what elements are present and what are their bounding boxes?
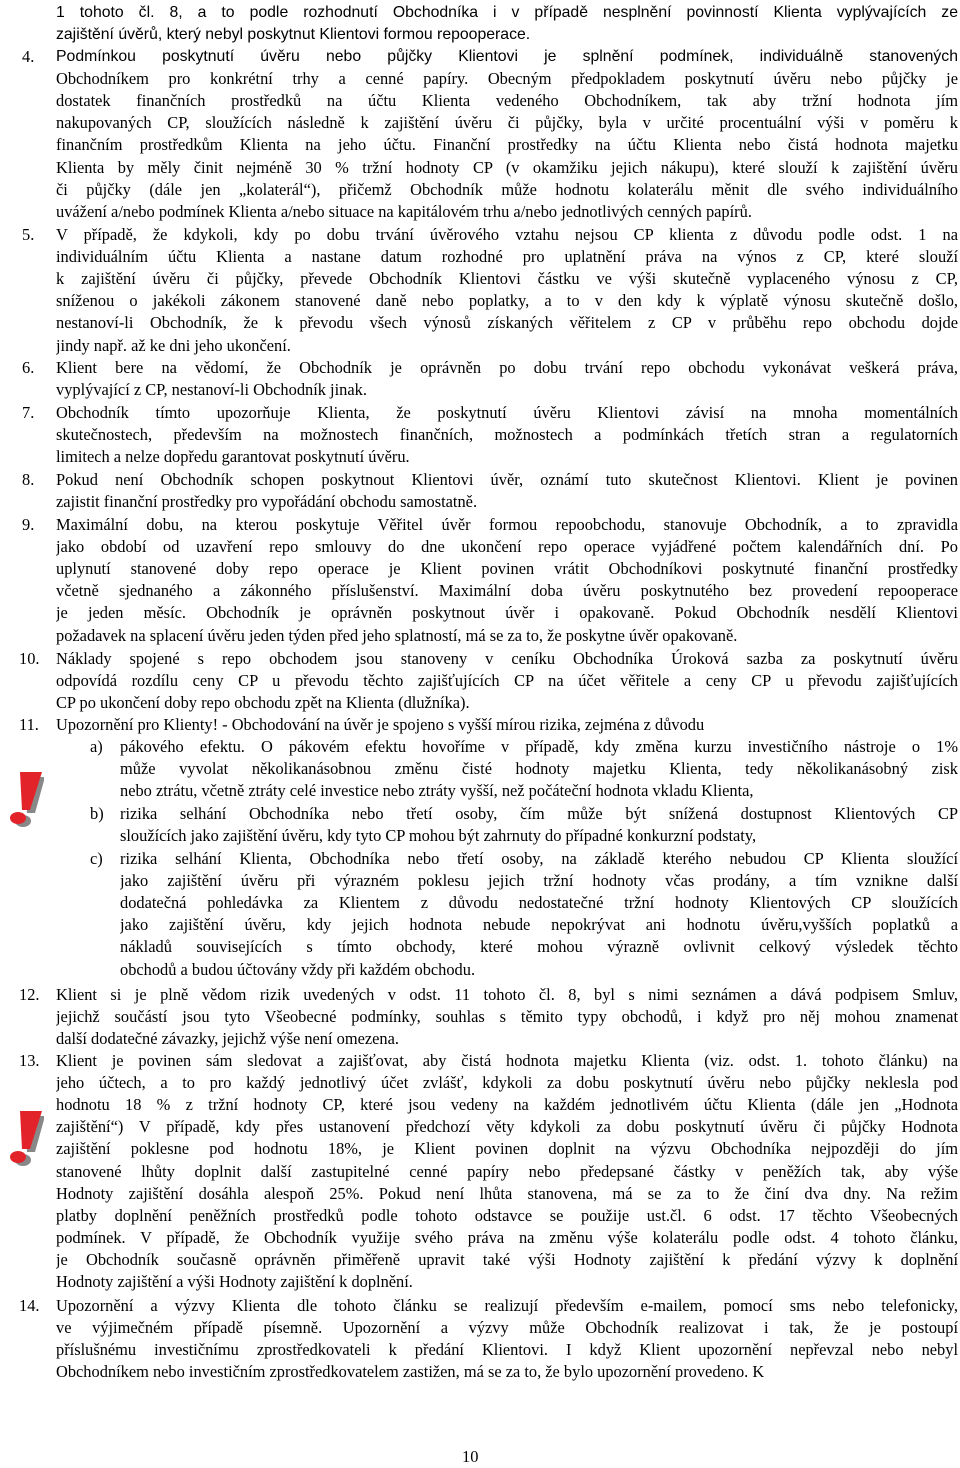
paragraph-line: Klienta by měly činit nejméně 30 % tržní hodnoty CP (v okamžiku jejich nákupu), které slouží k zajištění úvěru	[56, 157, 958, 177]
paragraph-line: zajištění úvěrů, který nebyl poskytnut Klientovi formou repooperace.	[56, 26, 531, 44]
paragraph-line: Obchodníkem pro konkrétní trhy a cenné papíry. Obecným předpokladem poskytnutí úvěru nebo půjčky je	[56, 69, 958, 89]
paragraph-line: nakupovaných CP, sloužících následně k zajištění úvěru či půjčky, byla v určité procentuální výši v poměru k	[56, 113, 958, 133]
paragraph-line: je Obchodník současně oprávněn přiměřeně upravit také výši Hodnoty zajištění k předání výzvy k doplnění	[56, 1249, 958, 1269]
paragraph-line: Upozornění pro Klienty! - Obchodování na úvěr je spojeno s vyšší mírou rizika, zejména z důvodu	[56, 715, 705, 734]
paragraph-line: další dodatečné závazky, jejichž výše není omezena.	[56, 1029, 399, 1049]
paragraph-line: zajistit finanční prostředky pro vypořádání obchodu samostatně.	[56, 492, 478, 512]
paragraph-line: Obchodník tímto upozorňuje Klienta, že poskytnutí úvěru Klientovi závisí na mnoha momentálních	[56, 403, 958, 422]
paragraph-line: Podmínkou poskytnutí úvěru nebo půjčky Klientovi je splnění podmínek, individuálně stanovených	[56, 48, 958, 65]
paragraph-number: b)	[90, 804, 104, 823]
paragraph-number: a)	[90, 737, 103, 756]
paragraph-line: pákového efektu. O pákovém efektu hovoříme v případě, kdy změna kurzu investičního nástroje o 1%	[120, 737, 958, 756]
paragraph-line: finančním prostředkům Klienta na jeho účtu. Finanční prostředky na účtu Klienta nebo čistá hodnota majetku	[56, 135, 958, 155]
paragraph-line: jako zajištění úvěru při výrazném poklesu jejich tržní hodnoty včas prodány, a tím vznikne další	[120, 871, 958, 891]
paragraph-line: je jeden měsíc. Obchodník je oprávněn poskytnout úvěr i opakovaně. Pokud Obchodník nesdělí Klientovi	[56, 603, 958, 623]
paragraph-number: 8.	[22, 470, 35, 489]
page-number: 10	[462, 1447, 479, 1466]
paragraph-line: požadavek na splacení úvěru jeden týden před jeho splatností, má se za to, že poskytne úvěr opakovaně.	[56, 625, 738, 645]
paragraph-line: individuálním účtu Klienta a nastane datum rozhodné pro uplatnění práva na výnos z CP, které slouží	[56, 247, 958, 267]
paragraph-line: vyplývající z CP, nestanoví-li Obchodník jinak.	[56, 380, 367, 400]
paragraph-line: může vyvolat několikanásobnou změnu čisté hodnoty majetku Klienta, tedy několikanásobný zisk	[120, 759, 958, 779]
paragraph-line: rizika selhání Obchodníka nebo třetí osoby, čím může být snížená dostupnost Klientových CP	[120, 804, 958, 823]
paragraph-number: 7.	[22, 403, 35, 422]
paragraph-number: 12.	[19, 985, 40, 1004]
paragraph-line: zajištění“) V případě, kdy přes ustanovení předchozí věty kdykoli za dobu poskytnutí úvěru či půjčky Hodnota	[56, 1117, 958, 1137]
paragraph-line: Obchodníkem nebo investičním zprostředkovatelem zastižen, má se za to, že bylo upozornění provedeno. K	[56, 1362, 765, 1382]
exclamation-warning-icon	[2, 1109, 44, 1167]
paragraph-line: příslušnému investičnímu zprostředkovateli k předání Klientovi. I když Klient upozornění nepřevzal nebo nebyl	[56, 1340, 958, 1360]
document-page	[0, 2, 960, 1442]
paragraph-line: jeho účtech, a to pro každý jednotlivý účet zvlášť, kdykoli za dobu poskytnutí úvěru nebo půjčky neklesla pod	[56, 1073, 958, 1093]
paragraph-line: Pokud není Obchodník schopen poskytnout Klientovi úvěr, oznámí tuto skutečnost Klientovi. Klient je povinen	[56, 470, 958, 489]
paragraph-line: jindy např. až ke dni jeho ukončení.	[56, 335, 291, 355]
paragraph-number: 14.	[19, 1296, 40, 1315]
paragraph-line: dodatečná pohledávka za Klientem z důvodu nedostatečné tržní hodnoty Klientových CP sloužících	[120, 893, 958, 913]
paragraph-number: 5.	[22, 225, 35, 244]
paragraph-line: Klient si je plně vědom rizik uvedených v odst. 11 tohoto čl. 8, byl s nimi seznámen a dává podpisem Smluv,	[56, 985, 958, 1004]
paragraph-line: nestanoví-li Obchodník, že k převodu všech výnosů získaných věřitelem z CP v průběhu repo obchodu dojde	[56, 313, 958, 333]
paragraph-line: Klient je povinen sám sledovat a zajišťovat, aby čistá hodnota majetku Klienta (viz. odst. 1. tohoto článku) na	[56, 1051, 958, 1070]
paragraph-line: jako zajištění úvěru, kdy jejich hodnota nebude nepokrývat ani hodnotu úvěru,vyšších poplatků a	[120, 915, 958, 935]
paragraph-line: jejichž součástí jsou tyto Všeobecné podmínky, souhlas s těmito typy obchodů, i když pro něj mohou znamenat	[56, 1007, 958, 1027]
paragraph-line: nákladů souvisejících s tímto obchody, které mohou výrazně ovlivnit celkový výsledek těchto	[120, 937, 958, 957]
paragraph-line: 1 tohoto čl. 8, a to podle rozhodnutí Obchodníka i v případě nesplnění povinností Klienta vyplývajících ze	[56, 4, 958, 21]
paragraph-line: Maximální dobu, na kterou poskytuje Věřitel úvěr formou repoobchodu, stanovuje Obchodník, a to zpravidla	[56, 515, 958, 534]
paragraph-line: hodnotu 18 % z tržní hodnoty CP, které jsou vedeny na každém jednotlivém účtu Klienta (dále jen „Hodnota	[56, 1095, 958, 1115]
paragraph-number: 4.	[22, 47, 35, 66]
paragraph-line: obchodů a budou účtovány vždy při každém obchodu.	[120, 959, 476, 979]
paragraph-line: Klient bere na vědomí, že Obchodník je oprávněn po dobu trvání repo obchodu vykonávat veškerá práva,	[56, 358, 958, 377]
paragraph-line: či půjčky (dále jen „kolaterál“), přičemž Obchodník může hodnotu kolaterálu měnit dle svého individuálního	[56, 179, 958, 199]
paragraph-line: odpovídá rozdílu ceny CP u převodu těchto zajišťujících CP na účet věřitele a ceny CP u převodu zajišťujících	[56, 671, 958, 691]
paragraph-number: 9.	[22, 515, 35, 534]
paragraph-line: ve výjimečném případě písemně. Upozornění a výzvy může Obchodník realizovat i tak, že je postoupí	[56, 1318, 958, 1338]
paragraph-line: rizika selhání Klienta, Obchodníka nebo třetí osoby, na základě kterého nebudou CP Klienta sloužící	[120, 849, 958, 868]
paragraph-line: jako období od uzavření repo smlouvy do dne ukončení repo operace vyjádřené počtem kalendářních dní. Po	[56, 537, 958, 557]
paragraph-number: 6.	[22, 358, 35, 377]
paragraph-line: uvážení a/nebo podmínek Klienta a/nebo situace na kapitálovém trhu a/nebo jednotlivých cenných papírů.	[56, 201, 752, 221]
paragraph-line: Hodnoty zajištění dosáhla alespoň 25%. Pokud není lhůta stanovena, má se za to že činí dva dny. Na režim	[56, 1183, 958, 1203]
exclamation-warning-icon	[2, 770, 44, 828]
paragraph-line: skutečnostech, především na možnostech finančních, možnostech a podmínkách třetích stran a regulatorních	[56, 425, 958, 445]
paragraph-line: zajištění poklesne pod hodnotu 18%, je Klient povinen doplnit na výzvu Obchodníka nejpozději do jím	[56, 1139, 958, 1159]
paragraph-line: dostatek finančních prostředků na účtu Klienta vedeného Obchodníkem, tak aby tržní hodnota jím	[56, 91, 958, 111]
paragraph-line: Upozornění a výzvy Klienta dle tohoto článku se realizují především e-mailem, pomocí sms nebo telefonicky,	[56, 1296, 958, 1315]
paragraph-line: sloužících jako zajištění úvěru, kdy tyto CP mohou být zahrnuty do případné konkurzní podstaty,	[120, 826, 757, 846]
paragraph-line: V případě, že kdykoli, kdy po dobu trvání úvěrového vztahu nejsou CP klienta z důvodu podle odst. 1 na	[56, 225, 958, 244]
paragraph-line: uplynutí stanovené doby repo operace je Klient povinen vrátit Obchodníkovi poskytnuté finanční prostředky	[56, 559, 958, 579]
paragraph-number: 10.	[19, 649, 40, 668]
paragraph-line: nebo ztrátu, včetně ztráty celé investice nebo ztráty vyšší, než počáteční hodnota vkladu Klienta,	[120, 781, 754, 801]
paragraph-line: CP po ukončení doby repo obchodu zpět na Klienta (dlužníka).	[56, 693, 470, 713]
paragraph-line: včetně sjednaného a zákonného příslušenství. Maximální doba úvěru poskytnutého bez provedení repooperace	[56, 581, 958, 601]
paragraph-line: limitech a nelze dopředu garantovat poskytnutí úvěru.	[56, 447, 410, 467]
paragraph-number: 11.	[19, 715, 39, 734]
paragraph-line: Náklady spojené s repo obchodem jsou stanoveny v ceníku Obchodníka Úroková sazba za poskytnutí úvěru	[56, 649, 958, 668]
paragraph-line: podmínek. V případě, že Obchodník využije svého práva na změnu výše kolaterálu podle odst. 4 tohoto článku,	[56, 1227, 958, 1247]
paragraph-number: c)	[90, 849, 103, 868]
paragraph-line: sníženou o jakékoli zákonem stanovené daně nebo poplatky, a to v den kdy k výplatě výnosu skutečně došlo,	[56, 291, 958, 311]
paragraph-line: stanovené lhůty doplnit další zastupitelné cenné papíry nebo předepsané částky v peněžích tak, aby výše	[56, 1161, 958, 1181]
paragraph-line: k zajištění úvěru či půjčky, převede Obchodník Klientovi částku ve výši skutečně vyplaceného výnosu z CP,	[56, 269, 958, 289]
paragraph-line: Hodnoty zajištění a výši Hodnoty zajištění k doplnění.	[56, 1272, 413, 1291]
paragraph-line: platby doplnění peněžních prostředků podle tohoto odstavce se použije ust.čl. 6 odst. 17 těchto Všeobecných	[56, 1205, 958, 1225]
paragraph-number: 13.	[19, 1051, 40, 1070]
